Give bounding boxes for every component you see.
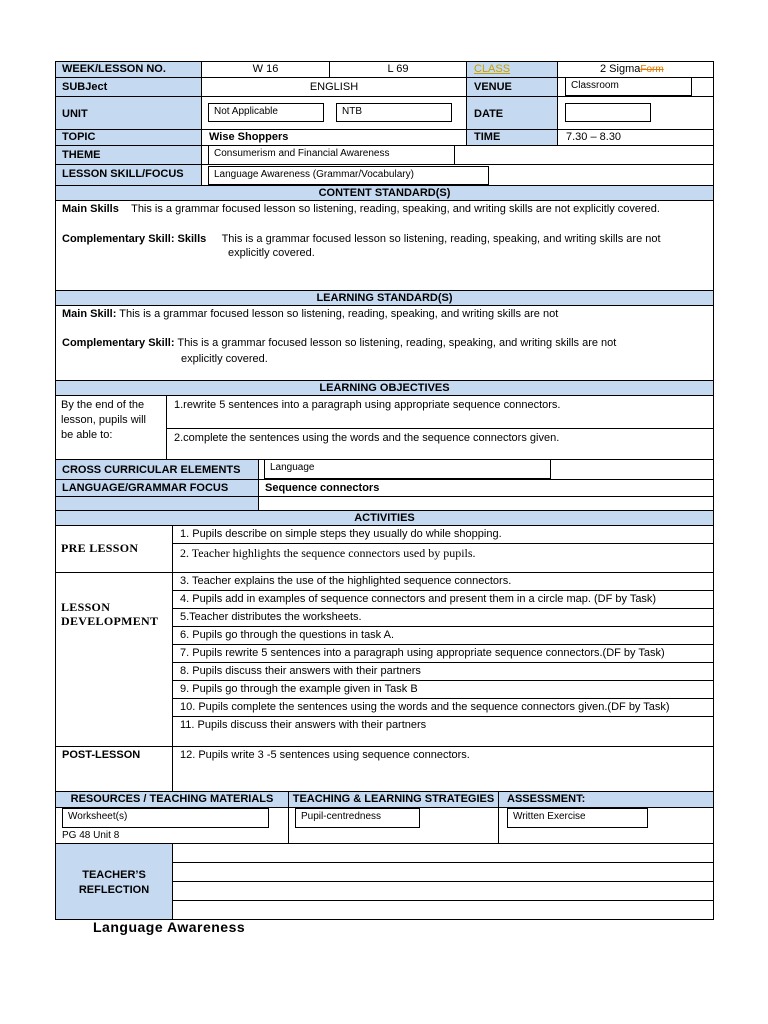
dev-label: LESSON DEVELOPMENT: [61, 600, 159, 628]
unit-box-1[interactable]: Not Applicable: [208, 103, 324, 122]
reflection-line-1[interactable]: [172, 843, 714, 863]
date-label: DATE: [466, 96, 558, 130]
time-value: 7.30 – 8.30: [557, 129, 714, 146]
learning-main-line: Main Skill: This is a grammar focused lesson so listening, reading, speaking, and writing skills are not: [62, 308, 559, 320]
skill-box[interactable]: Language Awareness (Grammar/Vocabulary): [208, 166, 489, 185]
objectives-title: LEARNING OBJECTIVES: [55, 380, 714, 396]
dev-label-cell: [55, 572, 173, 747]
topic-value: Wise Shoppers: [201, 129, 467, 146]
learning-standard-title: LEARNING STANDARD(S): [55, 290, 714, 306]
dev-item-10: 10. Pupils complete the sentences using the words and the sequence connectors given.(DF by Task): [172, 698, 714, 717]
content-comp-line: Complementary Skill: Skills This is a grammar focused lesson so listening, reading, speaking, and writing skills are not: [62, 233, 661, 245]
time-label: TIME: [466, 129, 558, 146]
objectives-intro: By the end of the lesson, pupils will be able to:: [61, 399, 146, 441]
class-value: 2 SigmaForm: [557, 61, 714, 78]
pre-item-2: 2. Teacher highlights the sequence connectors used by pupils.: [172, 543, 714, 573]
post-item-12: 12. Pupils write 3 -5 sentences using sequence connectors.: [172, 746, 714, 792]
date-box[interactable]: [565, 103, 651, 122]
activities-title: ACTIVITIES: [55, 510, 714, 526]
blank-row-label: [55, 496, 259, 511]
grammar-focus-label: LANGUAGE/GRAMMAR FOCUS: [55, 479, 259, 497]
post-lesson-label: POST-LESSON: [55, 746, 173, 792]
resources-box[interactable]: Worksheet(s): [62, 808, 269, 828]
cross-curricular-label: CROSS CURRICULAR ELEMENTS: [55, 459, 259, 480]
reflection-line-4[interactable]: [172, 900, 714, 920]
pre-item-1: 1. Pupils describe on simple steps they usually do while shopping.: [172, 525, 714, 544]
dev-item-8: 8. Pupils discuss their answers with their partners: [172, 662, 714, 681]
reflection-label: TEACHER’S REFLECTION: [55, 843, 173, 920]
venue-label: VENUE: [466, 77, 558, 97]
resources-note: PG 48 Unit 8: [62, 830, 120, 841]
strategies-box[interactable]: Pupil-centredness: [295, 808, 420, 828]
theme-box[interactable]: Consumerism and Financial Awareness: [208, 145, 455, 165]
reflection-line-3[interactable]: [172, 881, 714, 901]
footer-text: Language Awareness: [93, 919, 246, 935]
dev-item-4: 4. Pupils add in examples of sequence connectors and present them in a circle map. (DF by Task): [172, 590, 714, 609]
content-comp-line-2: explicitly covered.: [228, 247, 315, 259]
content-main-line: Main Skills This is a grammar focused lesson so listening, reading, speaking, and writing skills are not explicitly covered.: [62, 203, 660, 215]
objective-2: 2.complete the sentences using the words and the sequence connectors given.: [166, 428, 714, 460]
learning-comp-line-2: explicitly covered.: [181, 353, 268, 365]
assessment-title: ASSESSMENT:: [498, 791, 714, 808]
dev-item-6: 6. Pupils go through the questions in task A.: [172, 626, 714, 645]
unit-box-2[interactable]: NTB: [336, 103, 452, 122]
skill-label: LESSON SKILL/FOCUS: [55, 164, 202, 186]
dev-item-9: 9. Pupils go through the example given in Task B: [172, 680, 714, 699]
topic-label: TOPIC: [55, 129, 202, 146]
learning-comp-line: Complementary Skill: This is a grammar focused lesson so listening, reading, speaking, and writing skills are not: [62, 337, 617, 349]
dev-item-11: 11. Pupils discuss their answers with their partners: [172, 716, 714, 747]
dev-item-5: 5.Teacher distributes the worksheets.: [172, 608, 714, 627]
objective-1: 1.rewrite 5 sentences into a paragraph using appropriate sequence connectors.: [166, 395, 714, 429]
theme-label: THEME: [55, 145, 202, 165]
blank-row-value: [258, 496, 714, 511]
reflection-line-2[interactable]: [172, 862, 714, 882]
unit-label: UNIT: [55, 96, 202, 130]
week-label: WEEK/LESSON NO.: [55, 61, 202, 78]
content-standard-title: CONTENT STANDARD(S): [55, 185, 714, 201]
subject-label: SUBJect: [55, 77, 202, 97]
grammar-focus-value: Sequence connectors: [258, 479, 714, 497]
strategies-title: TEACHING & LEARNING STRATEGIES: [288, 791, 499, 808]
class-label: CLASS: [466, 61, 558, 78]
cross-curricular-box[interactable]: Language: [264, 459, 551, 479]
dev-item-7: 7. Pupils rewrite 5 sentences into a paragraph using appropriate sequence connectors.(DF by Task): [172, 644, 714, 663]
week-value: W 16: [201, 61, 330, 78]
lesson-value: L 69: [329, 61, 467, 78]
subject-value: ENGLISH: [201, 77, 467, 97]
venue-box[interactable]: Classroom: [565, 77, 692, 96]
assessment-box[interactable]: Written Exercise: [507, 808, 648, 828]
resources-title: RESOURCES / TEACHING MATERIALS: [55, 791, 289, 808]
dev-item-3: 3. Teacher explains the use of the highlighted sequence connectors.: [172, 572, 714, 591]
pre-lesson-label: PRE LESSON: [61, 541, 139, 555]
